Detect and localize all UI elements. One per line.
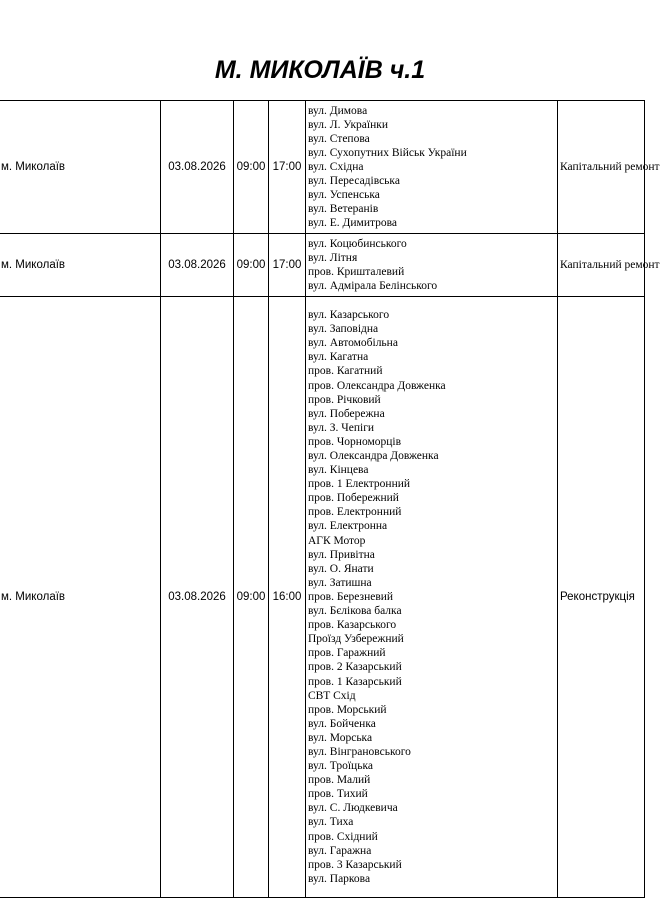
city-cell: м. Миколаїв xyxy=(0,297,161,898)
street-item: вул. Гаражна xyxy=(308,844,372,857)
street-item: вул. Коцюбинського xyxy=(308,237,407,250)
street-item: вул. Паркова xyxy=(308,872,371,885)
street-item: вул. Сухопутних Військ України xyxy=(308,146,467,159)
street-item: вул. Східна xyxy=(308,160,364,173)
end-time-cell: 17:00 xyxy=(269,101,306,234)
schedule-table xyxy=(0,100,660,898)
street-item: вул. Казарського xyxy=(308,309,390,322)
street-item: пров. Березневий xyxy=(308,590,394,603)
street-item: вул. Димова xyxy=(308,104,368,117)
streets-cell xyxy=(306,234,558,297)
street-item: вул. Олександра Довженка xyxy=(308,450,439,463)
street-item: пров. Побережний xyxy=(308,492,399,505)
street-item: вул. Побережна xyxy=(308,407,385,420)
street-item: пров. Олександра Довженка xyxy=(308,379,446,392)
street-item: пров. Кагатний xyxy=(308,365,383,378)
streets-cell xyxy=(306,101,558,234)
start-time-cell: 09:00 xyxy=(234,101,269,234)
street-item: вул. З. Чепіги xyxy=(308,421,375,434)
street-item: пров. Річковий xyxy=(308,393,381,406)
end-time-cell: 17:00 xyxy=(269,234,306,297)
street-item: вул. Кінцева xyxy=(308,464,369,477)
city-cell: м. Миколаїв xyxy=(0,234,161,297)
street-item: Проїзд Узбережний xyxy=(308,633,404,646)
street-item: вул. Привітна xyxy=(308,548,375,561)
work-type-cell: Капітальний ремонт xyxy=(558,101,645,234)
street-item: вул. Заповідна xyxy=(308,323,379,336)
street-item: вул. С. Людкевича xyxy=(308,802,398,815)
start-time-cell: 09:00 xyxy=(234,234,269,297)
street-item: пров. 1 Казарський xyxy=(308,675,402,688)
street-item: пров. Гаражний xyxy=(308,647,386,660)
street-item: пров. Казарського xyxy=(308,619,397,632)
street-item: вул. Морська xyxy=(308,731,373,744)
street-item: пров. Електронний xyxy=(308,506,402,519)
table-row xyxy=(0,234,645,297)
street-item: вул. Автомобільна xyxy=(308,337,398,350)
street-item: вул. Успенська xyxy=(308,189,380,202)
street-item: пров. 3 Казарський xyxy=(308,858,402,871)
street-item: СВТ Схід xyxy=(308,689,356,702)
street-item: вул. Бєлікова балка xyxy=(308,605,402,618)
date-cell: 03.08.2026 xyxy=(161,234,234,297)
work-type-cell: Капітальний ремонт xyxy=(558,234,645,297)
street-item: вул. Троїцька xyxy=(308,760,373,773)
street-item: вул. Степова xyxy=(308,132,370,145)
street-item: вул. Затишна xyxy=(308,576,372,589)
start-time-cell: 09:00 xyxy=(234,297,269,898)
street-item: вул. Адмірала Белінського xyxy=(308,280,438,293)
street-item: вул. Ветеранів xyxy=(308,203,379,216)
street-item: пров. Східний xyxy=(308,830,378,843)
table-row xyxy=(0,297,645,898)
street-item: АГК Мотор xyxy=(308,534,366,547)
work-type-cell: Реконструкція xyxy=(558,297,645,898)
street-item: вул. Кагатна xyxy=(308,351,369,364)
street-item: пров. Малий xyxy=(308,774,371,787)
end-time-cell: 16:00 xyxy=(269,297,306,898)
table-row xyxy=(0,101,645,234)
street-item: вул. Літня xyxy=(308,251,358,264)
street-item: пров. Морський xyxy=(308,703,387,716)
street-item: пров. Тихий xyxy=(308,788,368,801)
date-cell: 03.08.2026 xyxy=(161,297,234,898)
street-item: вул. Бойченка xyxy=(308,717,376,730)
street-item: вул. Тиха xyxy=(308,816,354,829)
street-item: вул. Е. Димитрова xyxy=(308,217,398,230)
street-item: пров. Кришталевий xyxy=(308,266,405,278)
street-item: пров. 2 Казарський xyxy=(308,661,402,674)
streets-cell xyxy=(306,297,558,898)
page-title: М. МИКОЛАЇВ ч.1 xyxy=(214,56,426,84)
street-item: пров. Чорноморців xyxy=(308,435,402,448)
street-item: вул. Л. Українки xyxy=(308,118,388,131)
street-item: вул. Пересадівська xyxy=(308,175,400,188)
street-item: вул. О. Янати xyxy=(308,562,374,575)
city-cell: м. Миколаїв xyxy=(0,101,161,234)
street-item: пров. 1 Електронний xyxy=(308,478,411,491)
street-item: вул. Вінграновського xyxy=(308,745,411,758)
street-item: вул. Електронна xyxy=(308,520,388,533)
date-cell: 03.08.2026 xyxy=(161,101,234,234)
